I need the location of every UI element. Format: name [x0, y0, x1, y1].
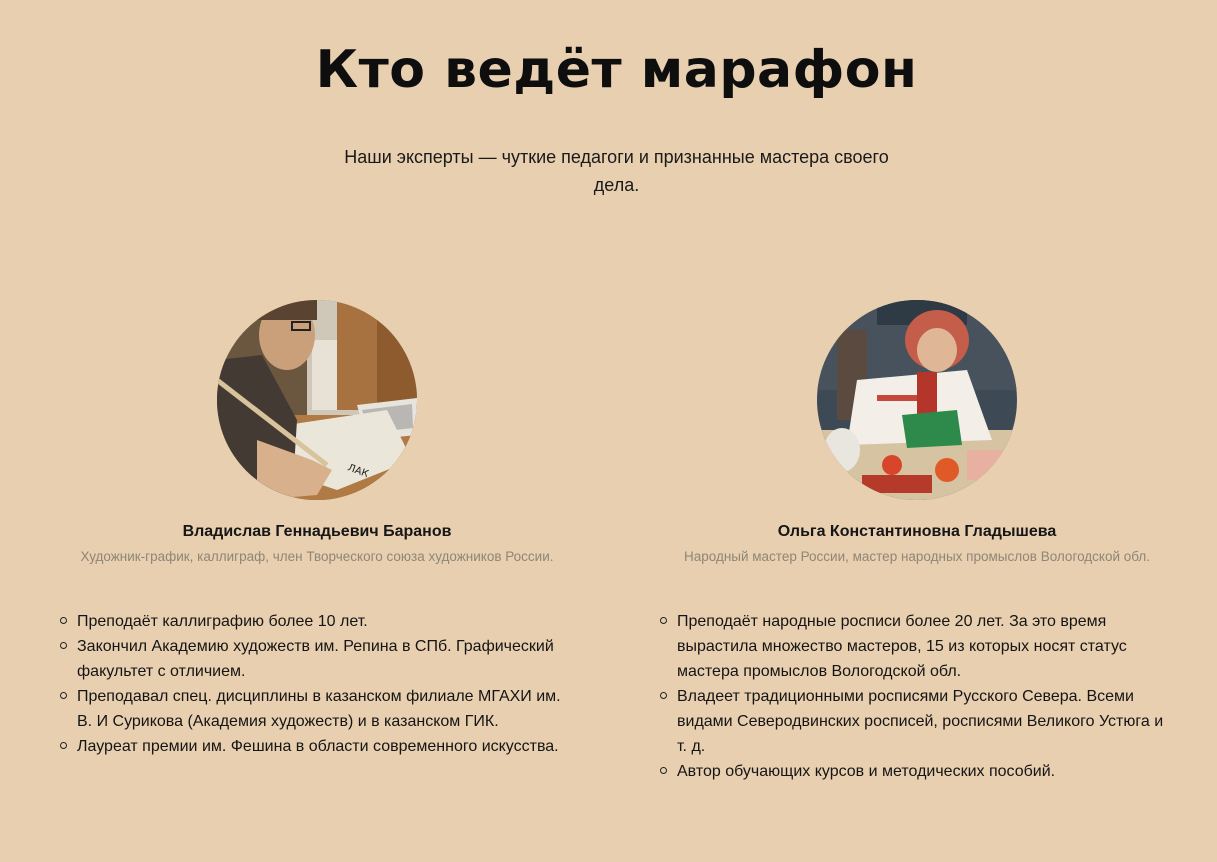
expert-name: Владислав Геннадьевич Баранов	[182, 523, 452, 540]
expert-name: Ольга Константиновна Гладышева	[777, 523, 1057, 540]
svg-text:ЛАК: ЛАК	[345, 462, 370, 481]
list-item: Владеет традиционными росписями Русского Севера. Всеми видами Северодвинских росписей, росписями Великого Устюга и т. д.	[657, 684, 1177, 759]
expert-role: Художник-график, каллиграф, член Творческого союза художников России.	[80, 549, 554, 564]
list-item: Закончил Академию художеств им. Репина в СПб. Графический факультет с отличием.	[57, 634, 577, 684]
section-subtitle: Наши эксперты — чуткие педагоги и признанные мастера своего дела.	[344, 147, 889, 195]
folk-painter-photo-icon	[817, 300, 1017, 500]
list-item: Преподаёт народные росписи более 20 лет. За это время вырастила множество мастеров, 15 из которых носят статус мастера промыслов Вологодской обл.	[657, 609, 1177, 684]
list-item: Преподавал спец. дисциплины в казанском филиале МГАХИ им. В. И Сурикова (Академия художеств) и в казанском ГИК.	[57, 684, 577, 734]
expert-facts-list	[57, 609, 577, 759]
list-item: Автор обучающих курсов и методических пособий.	[657, 759, 1177, 784]
list-item: Лауреат премии им. Фешина в области современного искусства.	[57, 734, 577, 759]
expert-role: Народный мастер России, мастер народных промыслов Вологодской обл.	[683, 549, 1151, 564]
section-title: Кто ведёт марафон	[315, 40, 918, 100]
calligrapher-photo-icon	[217, 300, 417, 500]
list-item: Преподаёт каллиграфию более 10 лет.	[57, 609, 577, 634]
expert-facts-list	[657, 609, 1177, 784]
